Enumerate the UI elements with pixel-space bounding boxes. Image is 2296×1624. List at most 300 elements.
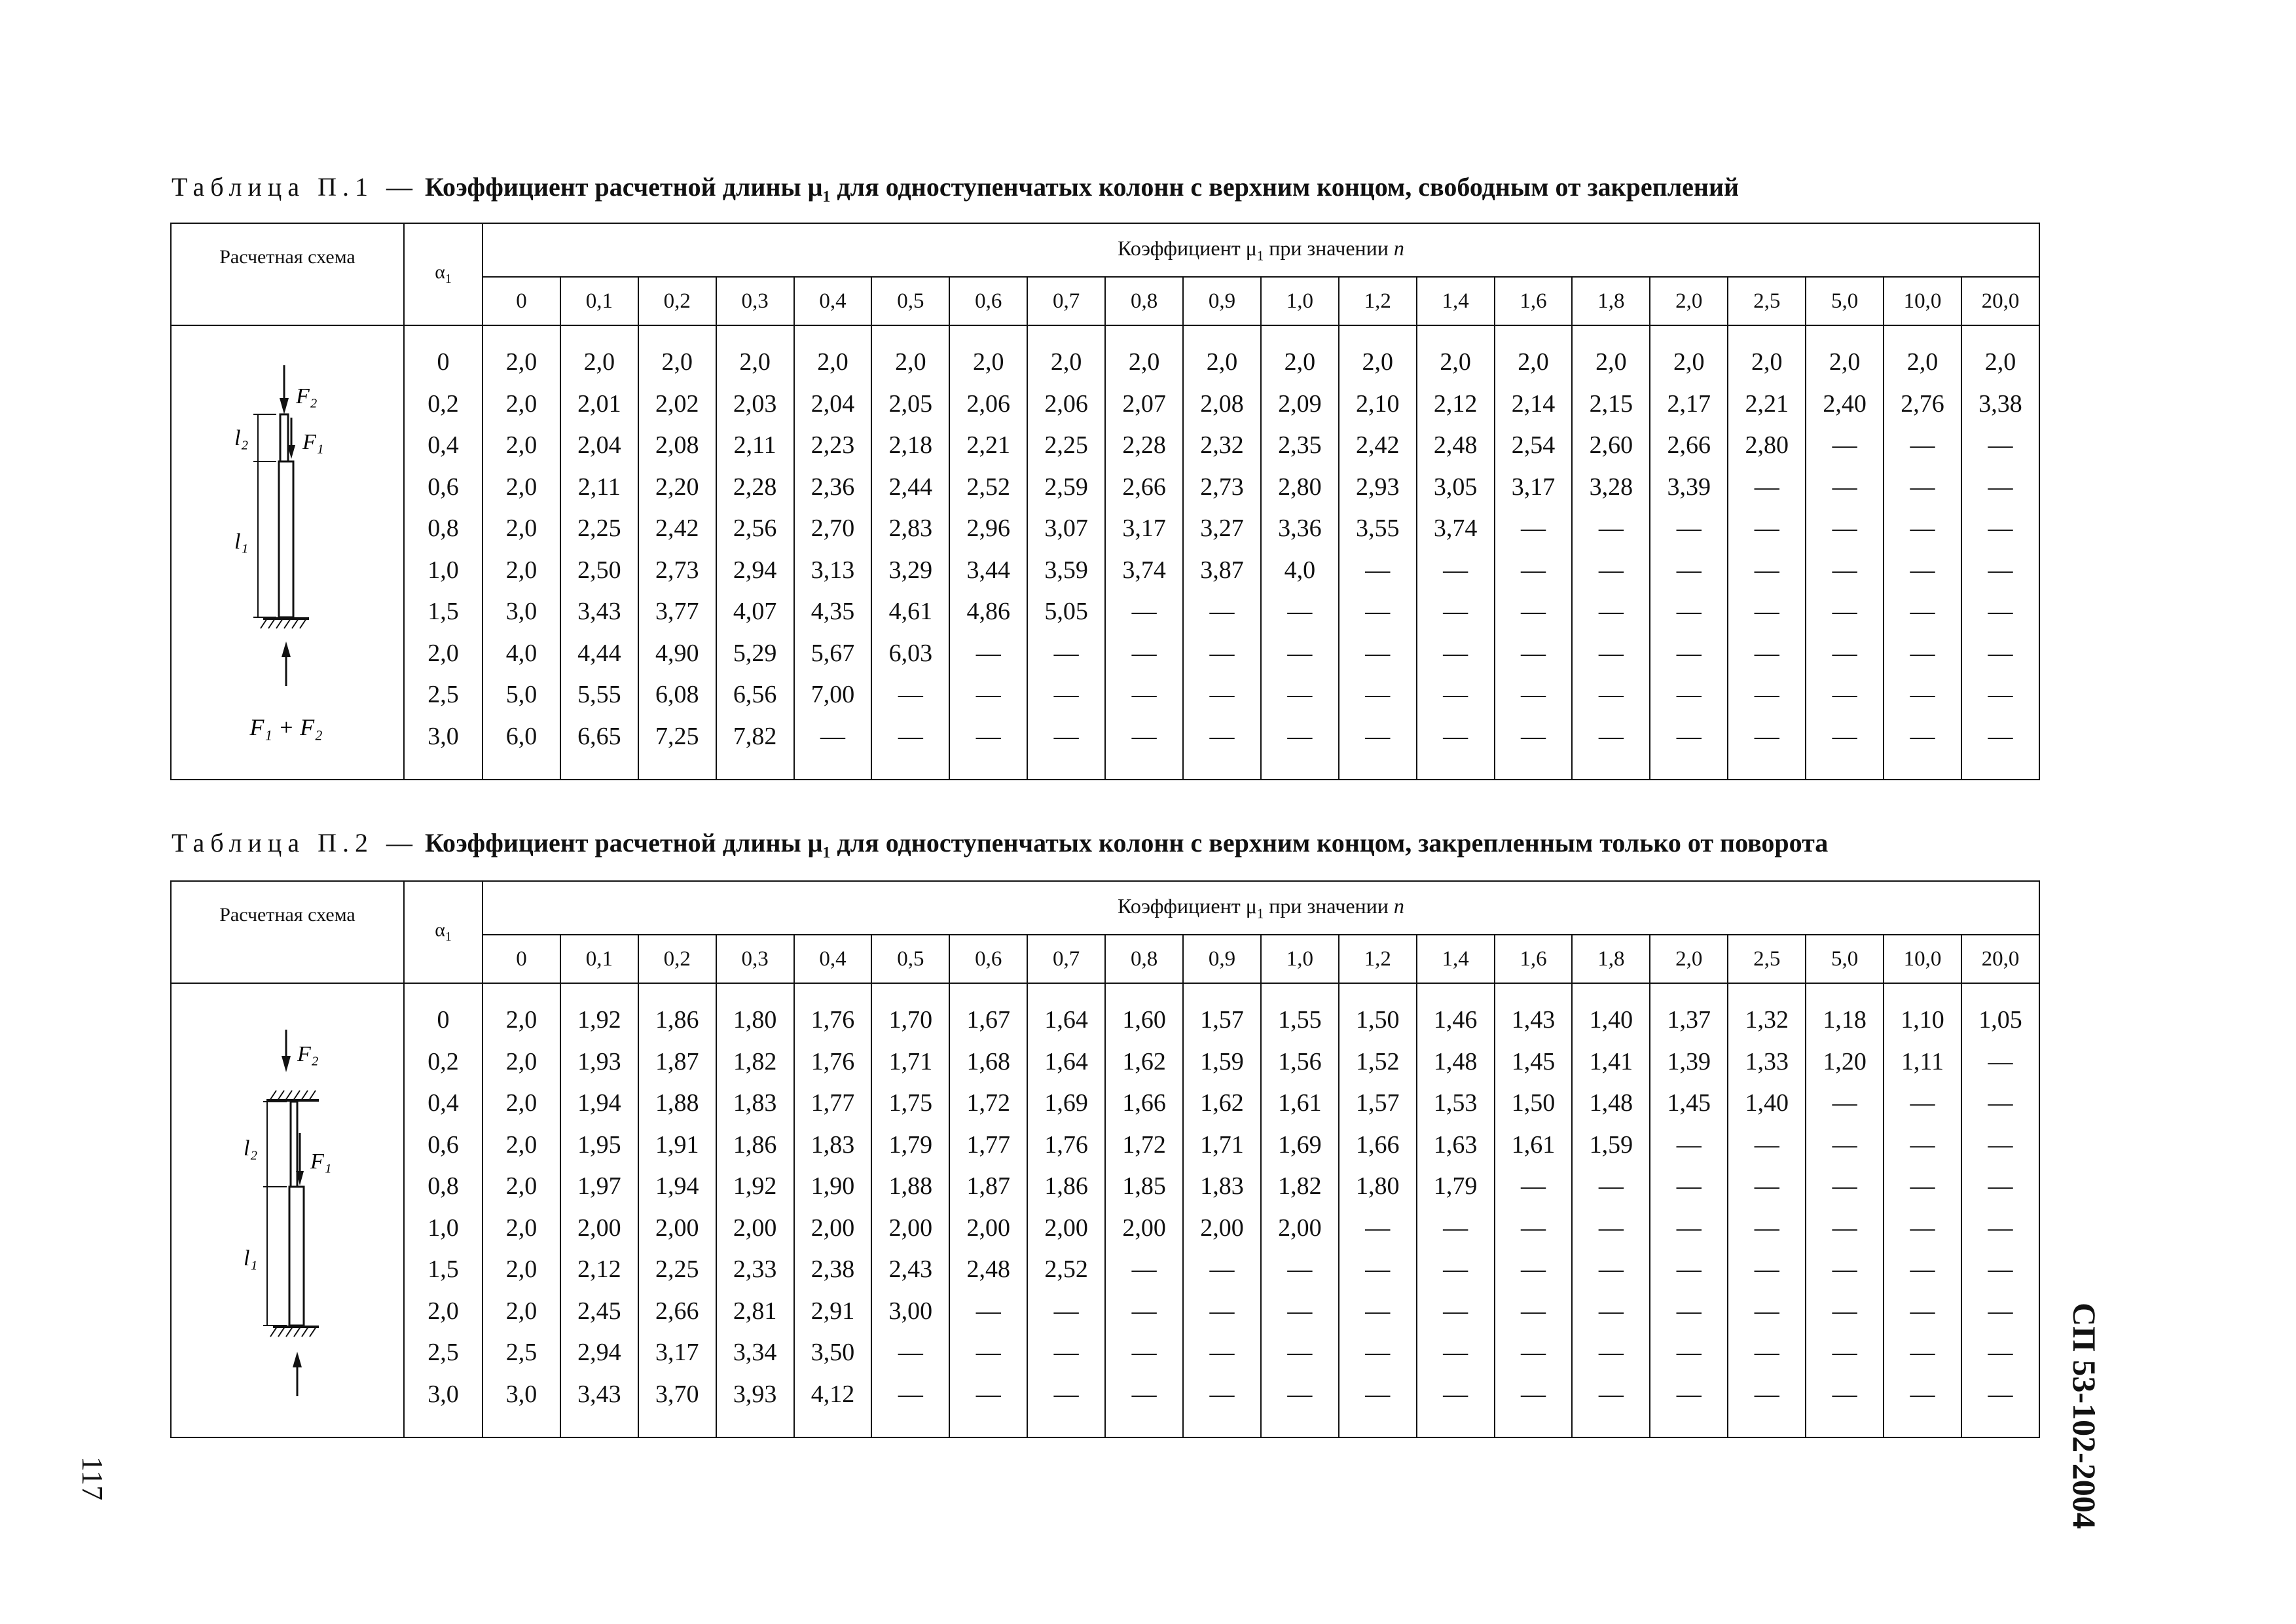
coefficient-value: 1,66 — [1122, 1089, 1166, 1117]
coefficient-value: — — [1832, 598, 1857, 625]
n-value-header: 1,4 — [1417, 277, 1495, 325]
coefficient-value: — — [1443, 639, 1468, 667]
coefficient-value: 1,93 — [577, 1047, 621, 1075]
coefficient-value: — — [1754, 1130, 1779, 1159]
coefficient-value: — — [1676, 1380, 1702, 1408]
table2-caption-title: Коэффициент расчетной длины $\mu_1$ для одноступенчатых колонн с верхним концом, закрепленным только от поворота — [424, 828, 1829, 861]
coefficient-value: — — [1209, 1297, 1235, 1325]
coefficient-value: — — [1521, 598, 1546, 625]
coefficient-value: — — [1910, 556, 1935, 584]
coefficient-value: 2,0 — [1206, 348, 1238, 376]
n-value-header: 0,3 — [716, 277, 794, 325]
coefficient-value: 2,09 — [1278, 389, 1322, 418]
coefficient-value: 2,0 — [505, 431, 538, 459]
coefficient-column — [1728, 983, 1806, 1437]
coefficient-value: 1,83 — [1200, 1172, 1244, 1200]
coefficient-value: 5,67 — [811, 639, 855, 667]
coefficient-value: 2,33 — [733, 1255, 777, 1283]
coefficient-value: 3,05 — [1433, 473, 1478, 501]
coefficient-value: 2,05 — [888, 389, 933, 418]
coefficient-column — [1183, 983, 1261, 1437]
coefficient-value: 5,29 — [733, 639, 777, 667]
coefficient-value: 1,67 — [966, 1006, 1011, 1034]
n-value-header: 1,2 — [1339, 935, 1417, 983]
coefficient-value: 1,87 — [966, 1172, 1011, 1200]
coefficient-value: 3,13 — [811, 556, 855, 584]
coefficient-value: — — [1676, 681, 1702, 708]
coefficient-value: 2,25 — [577, 514, 621, 542]
coefficient-value: 3,0 — [505, 598, 538, 625]
coefficient-value: 1,68 — [966, 1047, 1011, 1075]
coefficient-value: 1,55 — [1278, 1006, 1322, 1034]
coefficient-value: — — [1910, 1089, 1935, 1117]
coefficient-value: — — [1676, 1255, 1702, 1283]
coefficient-value: 2,0 — [505, 1130, 538, 1159]
arrow-down-icon — [282, 1056, 291, 1072]
coefficient-column — [1027, 325, 1105, 780]
coefficient-value: 1,18 — [1823, 1006, 1867, 1034]
coefficient-column — [1806, 983, 1884, 1437]
coefficient-value: — — [1053, 1297, 1079, 1325]
coefficient-value: 2,00 — [888, 1214, 933, 1242]
coefficient-value: 3,36 — [1278, 514, 1322, 542]
column-diagram — [172, 984, 405, 1435]
coefficient-value: 4,35 — [811, 598, 855, 625]
coefficient-value: — — [975, 1297, 1001, 1325]
coefficient-value: 3,0 — [505, 1380, 538, 1408]
coefficient-value: — — [1676, 556, 1702, 584]
coefficient-value: 2,04 — [811, 389, 855, 418]
coefficient-value: — — [1910, 722, 1935, 750]
coefficient-value: — — [1287, 1380, 1313, 1408]
coefficient-value: 1,33 — [1745, 1047, 1789, 1075]
coefficient-value: — — [1598, 722, 1624, 750]
label-f1: F₁ — [302, 430, 324, 454]
scheme-header: Расчетная схема — [171, 223, 404, 325]
n-value-header: 0,5 — [871, 935, 949, 983]
alpha-value: 0,8 — [428, 514, 459, 542]
table2-caption-label: Таблица П.2 — — [172, 828, 418, 857]
arrow-up-icon — [282, 641, 291, 657]
coefficient-value: 2,40 — [1823, 389, 1867, 418]
coefficient-value: — — [1131, 1255, 1157, 1283]
coefficient-value: 2,66 — [655, 1297, 699, 1325]
alpha-value: 2,0 — [428, 1297, 459, 1325]
coefficient-value: 1,90 — [811, 1172, 855, 1200]
coefficient-value: 4,07 — [733, 598, 777, 625]
coefficient-value: 2,01 — [577, 389, 621, 418]
coefficient-value: — — [1832, 1130, 1857, 1159]
coefficient-value: — — [1053, 639, 1079, 667]
coefficient-value: 2,02 — [655, 389, 699, 418]
coefficient-value: — — [1209, 1339, 1235, 1366]
coefficient-value: — — [1910, 1172, 1935, 1200]
coefficient-column — [1261, 325, 1339, 780]
coefficient-value: — — [1988, 1380, 2013, 1408]
label-f1: F₁ — [310, 1149, 332, 1174]
coefficient-value: — — [1598, 514, 1624, 542]
coefficient-value: 3,38 — [1978, 389, 2022, 418]
coefficient-value: 2,0 — [817, 348, 848, 376]
coefficient-value: — — [1443, 556, 1468, 584]
coefficient-value: 3,34 — [733, 1339, 777, 1366]
coefficient-value: 3,87 — [1200, 556, 1244, 584]
coefficient-value: 1,45 — [1511, 1047, 1556, 1075]
coefficient-column — [1572, 325, 1650, 780]
coefficient-value: — — [1832, 556, 1857, 584]
coefficient-value: — — [1598, 1380, 1624, 1408]
coefficient-value: 2,73 — [655, 556, 699, 584]
coefficient-value: — — [1832, 514, 1857, 542]
coefficient-value: — — [1053, 1380, 1079, 1408]
alpha-value: 2,0 — [428, 639, 459, 667]
coefficient-value: — — [1131, 639, 1157, 667]
coefficient-value: 2,60 — [1589, 431, 1633, 459]
coefficient-column — [1495, 325, 1573, 780]
document-code: СП 53-102-2004 — [2066, 1303, 2103, 1529]
coefficient-value: — — [1287, 598, 1313, 625]
n-value-header: 0,6 — [949, 935, 1027, 983]
coefficient-value: 2,12 — [577, 1255, 621, 1283]
coefficient-value: — — [1287, 1339, 1313, 1366]
coefficient-value: 1,95 — [577, 1130, 621, 1159]
coefficient-value: — — [975, 722, 1001, 750]
coefficient-value: — — [1521, 1255, 1546, 1283]
coefficient-value: — — [898, 1339, 923, 1366]
coefficient-value: 2,12 — [1433, 389, 1478, 418]
coefficient-column — [560, 325, 638, 780]
coefficient-value: 2,0 — [895, 348, 926, 376]
coefficient-value: 1,59 — [1200, 1047, 1244, 1075]
coefficient-value: 1,88 — [888, 1172, 933, 1200]
coefficient-value: 1,57 — [1355, 1089, 1400, 1117]
coefficient-value: 2,73 — [1200, 473, 1244, 501]
coefficient-column — [483, 983, 560, 1437]
coefficient-value: 2,56 — [733, 514, 777, 542]
coefficient-value: 1,75 — [888, 1089, 933, 1117]
coefficient-value: — — [1521, 1214, 1546, 1242]
arrow-down-icon — [280, 398, 289, 414]
coefficient-column — [949, 325, 1027, 780]
coefficient-value: 1,40 — [1589, 1006, 1633, 1034]
coefficient-value: 2,20 — [655, 473, 699, 501]
coefficient-value: 1,56 — [1278, 1047, 1322, 1075]
coefficient-column — [1650, 983, 1728, 1437]
coefficient-value: 1,72 — [966, 1089, 1011, 1117]
coefficient-value: 1,41 — [1589, 1047, 1633, 1075]
n-value-header: 0,4 — [794, 277, 872, 325]
coefficient-value: 2,11 — [577, 473, 621, 501]
coefficient-value: — — [1754, 1172, 1779, 1200]
alpha-column — [404, 983, 483, 1437]
coefficient-value: 2,23 — [811, 431, 855, 459]
coefficient-value: — — [1754, 1297, 1779, 1325]
coefficient-value: 3,29 — [888, 556, 933, 584]
coefficient-value: 1,83 — [733, 1089, 777, 1117]
coefficient-value: — — [1754, 598, 1779, 625]
label-l1: l₁ — [234, 530, 249, 554]
scheme-diagram-rotation-fixed — [171, 983, 404, 1437]
coefficient-value: 3,93 — [733, 1380, 777, 1408]
coefficient-value: 3,74 — [1122, 556, 1166, 584]
n-value-header: 0 — [483, 935, 560, 983]
label-l2: l₂ — [244, 1136, 258, 1161]
coefficient-value: — — [1209, 639, 1235, 667]
coefficient-value: — — [1988, 1089, 2013, 1117]
n-value-header: 1,6 — [1495, 935, 1573, 983]
coefficient-value: — — [1832, 681, 1857, 708]
coefficient-value: — — [1910, 1130, 1935, 1159]
coefficient-value: 1,11 — [1901, 1047, 1944, 1075]
coefficient-value: — — [1754, 1339, 1779, 1366]
coefficient-column — [716, 325, 794, 780]
coefficient-column — [638, 983, 716, 1437]
coefficient-value: 1,85 — [1122, 1172, 1166, 1200]
coefficient-value: 2,96 — [966, 514, 1011, 542]
coefficient-column — [1105, 983, 1183, 1437]
coefficient-value: — — [1053, 722, 1079, 750]
alpha-value: 1,5 — [428, 1255, 459, 1283]
coefficient-value: 3,43 — [577, 1380, 621, 1408]
coefficient-value: 2,00 — [1122, 1214, 1166, 1242]
coefficient-value: 1,39 — [1667, 1047, 1711, 1075]
coefficient-value: 2,0 — [505, 514, 538, 542]
coefficient-value: — — [1910, 431, 1935, 459]
coefficient-value: 1,76 — [811, 1047, 855, 1075]
coefficient-value: 1,50 — [1355, 1006, 1400, 1034]
coefficient-value: 2,0 — [1518, 348, 1549, 376]
coefficient-value: — — [1754, 514, 1779, 542]
coefficient-value: 2,80 — [1745, 431, 1789, 459]
coefficient-value: 1,91 — [655, 1130, 699, 1159]
coefficient-value: — — [1676, 639, 1702, 667]
coefficient-value: 5,55 — [577, 681, 621, 708]
coefficient-value: 1,76 — [811, 1006, 855, 1034]
coefficient-value: — — [1521, 1380, 1546, 1408]
coefficient-value: 2,10 — [1355, 389, 1400, 418]
coefficient-value: 2,81 — [733, 1297, 777, 1325]
coefficient-value: — — [1754, 473, 1779, 501]
coefficient-value: — — [975, 681, 1001, 708]
coefficient-value: 2,50 — [577, 556, 621, 584]
coefficient-column — [1961, 983, 2039, 1437]
alpha-value: 0 — [437, 348, 450, 376]
coefficient-value: 2,25 — [1044, 431, 1088, 459]
coefficient-value: 1,77 — [966, 1130, 1011, 1159]
n-value-header: 0,3 — [716, 935, 794, 983]
coefficient-value: — — [1676, 514, 1702, 542]
coefficient-value: 2,04 — [577, 431, 621, 459]
coefficient-value: 1,20 — [1823, 1047, 1867, 1075]
table1 — [170, 223, 2040, 780]
coefficient-value: 1,05 — [1978, 1006, 2022, 1034]
coefficient-value: — — [1910, 1380, 1935, 1408]
alpha-value: 1,0 — [428, 1214, 459, 1242]
coefficient-value: 2,0 — [1673, 348, 1705, 376]
coefficient-value: — — [1209, 681, 1235, 708]
coefficient-value: — — [1676, 722, 1702, 750]
coefficient-value: 1,64 — [1044, 1006, 1088, 1034]
coefficient-value: 1,87 — [655, 1047, 699, 1075]
n-value-header: 1,0 — [1261, 277, 1339, 325]
coefficient-value: — — [1598, 1339, 1624, 1366]
coefficient-value: 1,59 — [1589, 1130, 1633, 1159]
coefficient-value: 2,00 — [577, 1214, 621, 1242]
n-value-header: 2,5 — [1728, 277, 1806, 325]
coefficient-column — [1650, 325, 1728, 780]
n-value-header: 1,4 — [1417, 935, 1495, 983]
coefficient-value: 3,17 — [1122, 514, 1166, 542]
coefficient-value: 2,0 — [505, 348, 538, 376]
coefficient-value: 3,43 — [577, 598, 621, 625]
coefficient-value: — — [1988, 473, 2013, 501]
coefficient-column — [1884, 983, 1961, 1437]
table2 — [170, 880, 2040, 1438]
coefficient-value: 2,38 — [811, 1255, 855, 1283]
n-value-header: 0,2 — [638, 935, 716, 983]
coefficient-value: 1,64 — [1044, 1047, 1088, 1075]
coefficient-value: — — [1365, 1380, 1391, 1408]
coefficient-value: 1,63 — [1433, 1130, 1478, 1159]
coefficient-value: 1,71 — [1200, 1130, 1244, 1159]
coefficient-column — [1495, 983, 1573, 1437]
coefficient-value: 2,11 — [733, 431, 776, 459]
coefficient-value: — — [975, 1339, 1001, 1366]
alpha-header: $\alpha_1$ — [404, 223, 483, 325]
coefficient-value: — — [1676, 598, 1702, 625]
coefficient-value: 2,03 — [733, 389, 777, 418]
coefficient-value: 1,52 — [1355, 1047, 1400, 1075]
coefficient-value: 2,5 — [505, 1339, 538, 1366]
coefficient-value: — — [1443, 1297, 1468, 1325]
coefficient-value: 2,00 — [1044, 1214, 1088, 1242]
coefficient-value: 1,77 — [811, 1089, 855, 1117]
coefficient-value: 2,32 — [1200, 431, 1244, 459]
coefficient-value: 2,0 — [1440, 348, 1471, 376]
coefficient-value: 2,66 — [1122, 473, 1166, 501]
n-value-header: 0,9 — [1183, 277, 1261, 325]
coefficient-value: 1,86 — [1044, 1172, 1088, 1200]
coefficient-value: 4,0 — [1284, 556, 1316, 584]
coefficient-value: — — [1443, 722, 1468, 750]
coefficient-value: — — [1365, 1255, 1391, 1283]
coefficient-header: Коэффициент $\mu_1$ при значении n — [483, 881, 2039, 935]
coefficient-value: — — [820, 722, 845, 750]
coefficient-value: — — [1209, 598, 1235, 625]
coefficient-value: — — [1988, 722, 2013, 750]
coefficient-column — [794, 983, 872, 1437]
coefficient-value: 3,59 — [1044, 556, 1088, 584]
coefficient-value: 3,55 — [1355, 514, 1400, 542]
coefficient-value: — — [1988, 431, 2013, 459]
n-value-header: 1,6 — [1495, 277, 1573, 325]
coefficient-value: 2,21 — [966, 431, 1011, 459]
coefficient-value: 2,0 — [973, 348, 1004, 376]
coefficient-value: 2,00 — [655, 1214, 699, 1242]
coefficient-value: — — [1676, 1172, 1702, 1200]
coefficient-value: 3,00 — [888, 1297, 933, 1325]
coefficient-value: — — [1598, 556, 1624, 584]
coefficient-value: — — [1988, 598, 2013, 625]
n-value-header: 1,2 — [1339, 277, 1417, 325]
coefficient-value: 7,25 — [655, 722, 699, 750]
coefficient-value: — — [1365, 598, 1391, 625]
n-value-header: 0,5 — [871, 277, 949, 325]
coefficient-value: 2,0 — [505, 1172, 538, 1200]
coefficient-value: 1,97 — [577, 1172, 621, 1200]
coefficient-value: 2,59 — [1044, 473, 1088, 501]
coefficient-value: — — [1676, 1297, 1702, 1325]
coefficient-value: 2,0 — [1906, 348, 1939, 376]
coefficient-value: — — [1988, 556, 2013, 584]
alpha-value: 0,6 — [428, 1130, 459, 1159]
coefficient-value: — — [1910, 1214, 1935, 1242]
coefficient-value: 6,03 — [888, 639, 933, 667]
coefficient-column — [560, 983, 638, 1437]
coefficient-value: 1,43 — [1511, 1006, 1556, 1034]
page-number: 117 — [76, 1456, 109, 1501]
coefficient-value: — — [1988, 681, 2013, 708]
coefficient-value: 3,77 — [655, 598, 699, 625]
coefficient-value: 2,08 — [1200, 389, 1244, 418]
coefficient-value: — — [1598, 1297, 1624, 1325]
coefficient-value: — — [1910, 473, 1935, 501]
coefficient-value: 2,48 — [966, 1255, 1011, 1283]
coefficient-value: — — [1521, 639, 1546, 667]
coefficient-value: — — [1832, 1297, 1857, 1325]
coefficient-value: 2,28 — [733, 473, 777, 501]
table2-caption — [172, 827, 1828, 862]
coefficient-value: 2,0 — [505, 1297, 538, 1325]
coefficient-value: — — [1365, 556, 1391, 584]
coefficient-value: 2,35 — [1278, 431, 1322, 459]
label-reaction: F₁ + F₂ — [249, 714, 323, 740]
coefficient-value: 2,0 — [1050, 348, 1082, 376]
coefficient-value: — — [975, 1380, 1001, 1408]
coefficient-column — [1339, 325, 1417, 780]
coefficient-value: 2,80 — [1278, 473, 1322, 501]
coefficient-value: — — [1754, 722, 1779, 750]
coefficient-column — [1961, 325, 2039, 780]
coefficient-value: — — [1131, 1297, 1157, 1325]
coefficient-value: — — [1832, 473, 1857, 501]
coefficient-value: — — [1754, 681, 1779, 708]
column-diagram — [172, 326, 405, 778]
coefficient-value: 1,45 — [1667, 1089, 1711, 1117]
coefficient-value: — — [1443, 681, 1468, 708]
coefficient-value: — — [1443, 1380, 1468, 1408]
coefficient-value: — — [1598, 639, 1624, 667]
n-value-header: 2,5 — [1728, 935, 1806, 983]
coefficient-value: 2,17 — [1667, 389, 1711, 418]
coefficient-value: 3,44 — [966, 556, 1011, 584]
coefficient-value: 1,57 — [1200, 1006, 1244, 1034]
coefficient-value: — — [1287, 1255, 1313, 1283]
n-value-header: 0,4 — [794, 935, 872, 983]
label-f2: F₂ — [296, 384, 318, 408]
coefficient-value: 2,76 — [1901, 389, 1944, 418]
label-l1: l₁ — [244, 1246, 258, 1271]
coefficient-value: — — [1832, 1089, 1857, 1117]
coefficient-value: — — [1910, 1255, 1935, 1283]
coefficient-value: 2,25 — [655, 1255, 699, 1283]
table1-caption-label: Таблица П.1 — — [172, 172, 418, 202]
n-value-header: 0,7 — [1027, 277, 1105, 325]
coefficient-value: 1,86 — [655, 1006, 699, 1034]
coefficient-value: 1,79 — [888, 1130, 933, 1159]
n-value-header: 2,0 — [1650, 277, 1728, 325]
n-value-header: 20,0 — [1961, 277, 2039, 325]
